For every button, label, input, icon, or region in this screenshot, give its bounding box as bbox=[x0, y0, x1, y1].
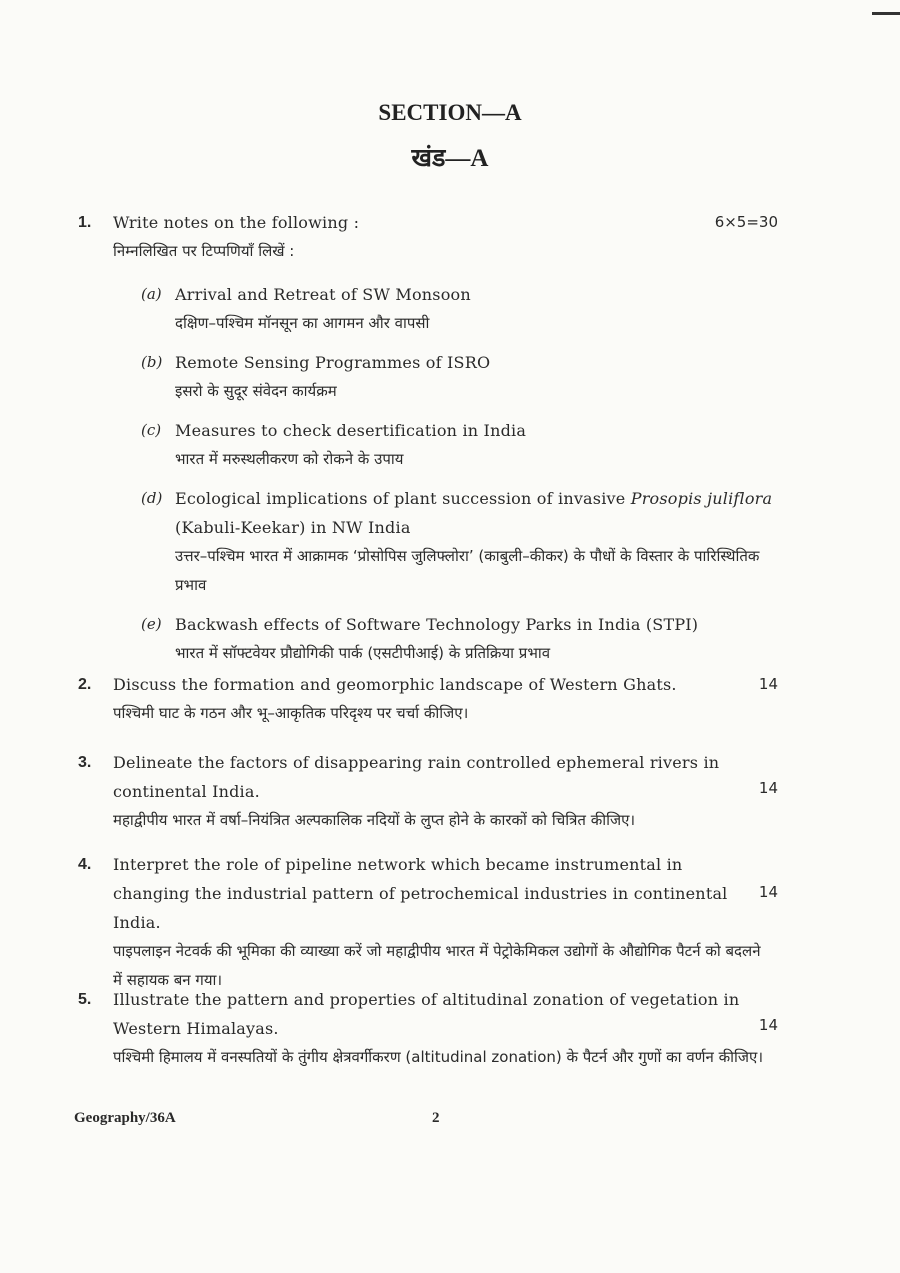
sub-question-c bbox=[143, 416, 778, 474]
question-text-en: Write notes on the following : bbox=[113, 213, 360, 232]
question-text-en: Illustrate the pattern and properties of altitudinal zonation of vegetation in Western Himalayas. bbox=[113, 990, 740, 1038]
question-marks: 14 bbox=[758, 883, 778, 901]
sub-question-text-en: Backwash effects of Software Technology Parks in India (STPI) bbox=[175, 615, 699, 634]
sub-question-text-hi: भारत में सॉफ्टवेयर प्रौद्योगिकी पार्क (एसटीपीआई) के प्रतिक्रिया प्रभाव bbox=[175, 644, 551, 662]
question-text-en: Interpret the role of pipeline network which became instrumental in changing the industrial pattern of petrochemical industries in continental India. bbox=[113, 855, 728, 932]
sub-question-b bbox=[143, 348, 778, 406]
sub-question-d bbox=[143, 484, 783, 600]
sub-question-text-en: Remote Sensing Programmes of ISRO bbox=[175, 353, 491, 372]
question-number: 3. bbox=[78, 754, 92, 771]
question-text-en: Delineate the factors of disappearing rain controlled ephemeral rivers in continental India. bbox=[113, 753, 720, 801]
sub-question-text-hi: भारत में मरुस्थलीकरण को रोकने के उपाय bbox=[175, 450, 404, 468]
sub-question-text-hi: दक्षिण–पश्चिम मॉनसून का आगमन और वापसी bbox=[175, 314, 430, 332]
sub-question-e bbox=[143, 610, 778, 668]
corner-mark bbox=[872, 12, 900, 15]
sub-question-label: (c) bbox=[141, 421, 162, 439]
sub-question-text-en bbox=[175, 484, 783, 542]
sub-question-text-en: Arrival and Retreat of SW Monsoon bbox=[175, 285, 471, 304]
question-number: 5. bbox=[78, 991, 92, 1008]
sub-question-label: (d) bbox=[141, 489, 163, 507]
sub-question-text-hi: उत्तर–पश्चिम भारत में आक्रामक ‘प्रोसोपिस जुलिफ्लोरा’ (काबुली–कीकर) के पौधों के विस्तार के पारिस्थितिक प्रभाव bbox=[175, 547, 760, 594]
sub-question-text-en-post: (Kabuli-Keekar) in NW India bbox=[175, 518, 411, 537]
question-text-hi: महाद्वीपीय भारत में वर्षा–नियंत्रित अल्पकालिक नदियों के लुप्त होने के कारकों को चित्रित कीजिए। bbox=[113, 811, 636, 829]
section-title-en: SECTION—A bbox=[378, 100, 522, 125]
question-number: 4. bbox=[78, 856, 92, 873]
sub-question-text-en-pre: Ecological implications of plant succession of invasive bbox=[175, 489, 626, 508]
species-name: Prosopis juliflora bbox=[630, 489, 773, 508]
question-number: 2. bbox=[78, 676, 92, 693]
page-number: 2 bbox=[432, 1110, 440, 1126]
question-text-hi: पश्चिमी हिमालय में वनस्पतियों के तुंगीय क्षेत्रवर्गीकरण (altitudinal zonation) के पैटर्न और गुणों का वर्णन कीजिए। bbox=[113, 1048, 764, 1066]
paper-code: Geography/36A bbox=[74, 1110, 176, 1126]
sub-question-text-en: Measures to check desertification in India bbox=[175, 421, 527, 440]
question-3 bbox=[78, 748, 778, 835]
question-marks: 14 bbox=[758, 1016, 778, 1034]
sub-question-text-hi: इसरो के सुदूर संवेदन कार्यक्रम bbox=[175, 382, 337, 400]
section-title-hi: खंड—A bbox=[411, 145, 489, 172]
question-text-hi: पाइपलाइन नेटवर्क की भूमिका की व्याख्या करें जो महाद्वीपीय भारत में पेट्रोकेमिकल उद्योगों के औद्योगिक पैटर्न को बदलने में सहायक बन गया। bbox=[113, 942, 761, 989]
sub-question-label: (b) bbox=[141, 353, 163, 371]
sub-question-label: (a) bbox=[141, 285, 162, 303]
question-1 bbox=[78, 208, 778, 668]
question-text-hi: निम्नलिखित पर टिप्पणियाँ लिखें : bbox=[113, 242, 295, 260]
sub-question-label: (e) bbox=[141, 615, 162, 633]
question-marks: 6×5=30 bbox=[714, 213, 778, 231]
sub-question-a bbox=[143, 280, 778, 338]
question-2 bbox=[78, 670, 778, 728]
question-marks: 14 bbox=[758, 675, 778, 693]
question-5 bbox=[78, 985, 778, 1072]
question-marks: 14 bbox=[758, 779, 778, 797]
question-number: 1. bbox=[78, 214, 92, 231]
question-text-en: Discuss the formation and geomorphic landscape of Western Ghats. bbox=[113, 675, 677, 694]
question-4 bbox=[78, 850, 778, 995]
question-text-hi: पश्चिमी घाट के गठन और भू–आकृतिक परिदृश्य पर चर्चा कीजिए। bbox=[113, 704, 469, 722]
